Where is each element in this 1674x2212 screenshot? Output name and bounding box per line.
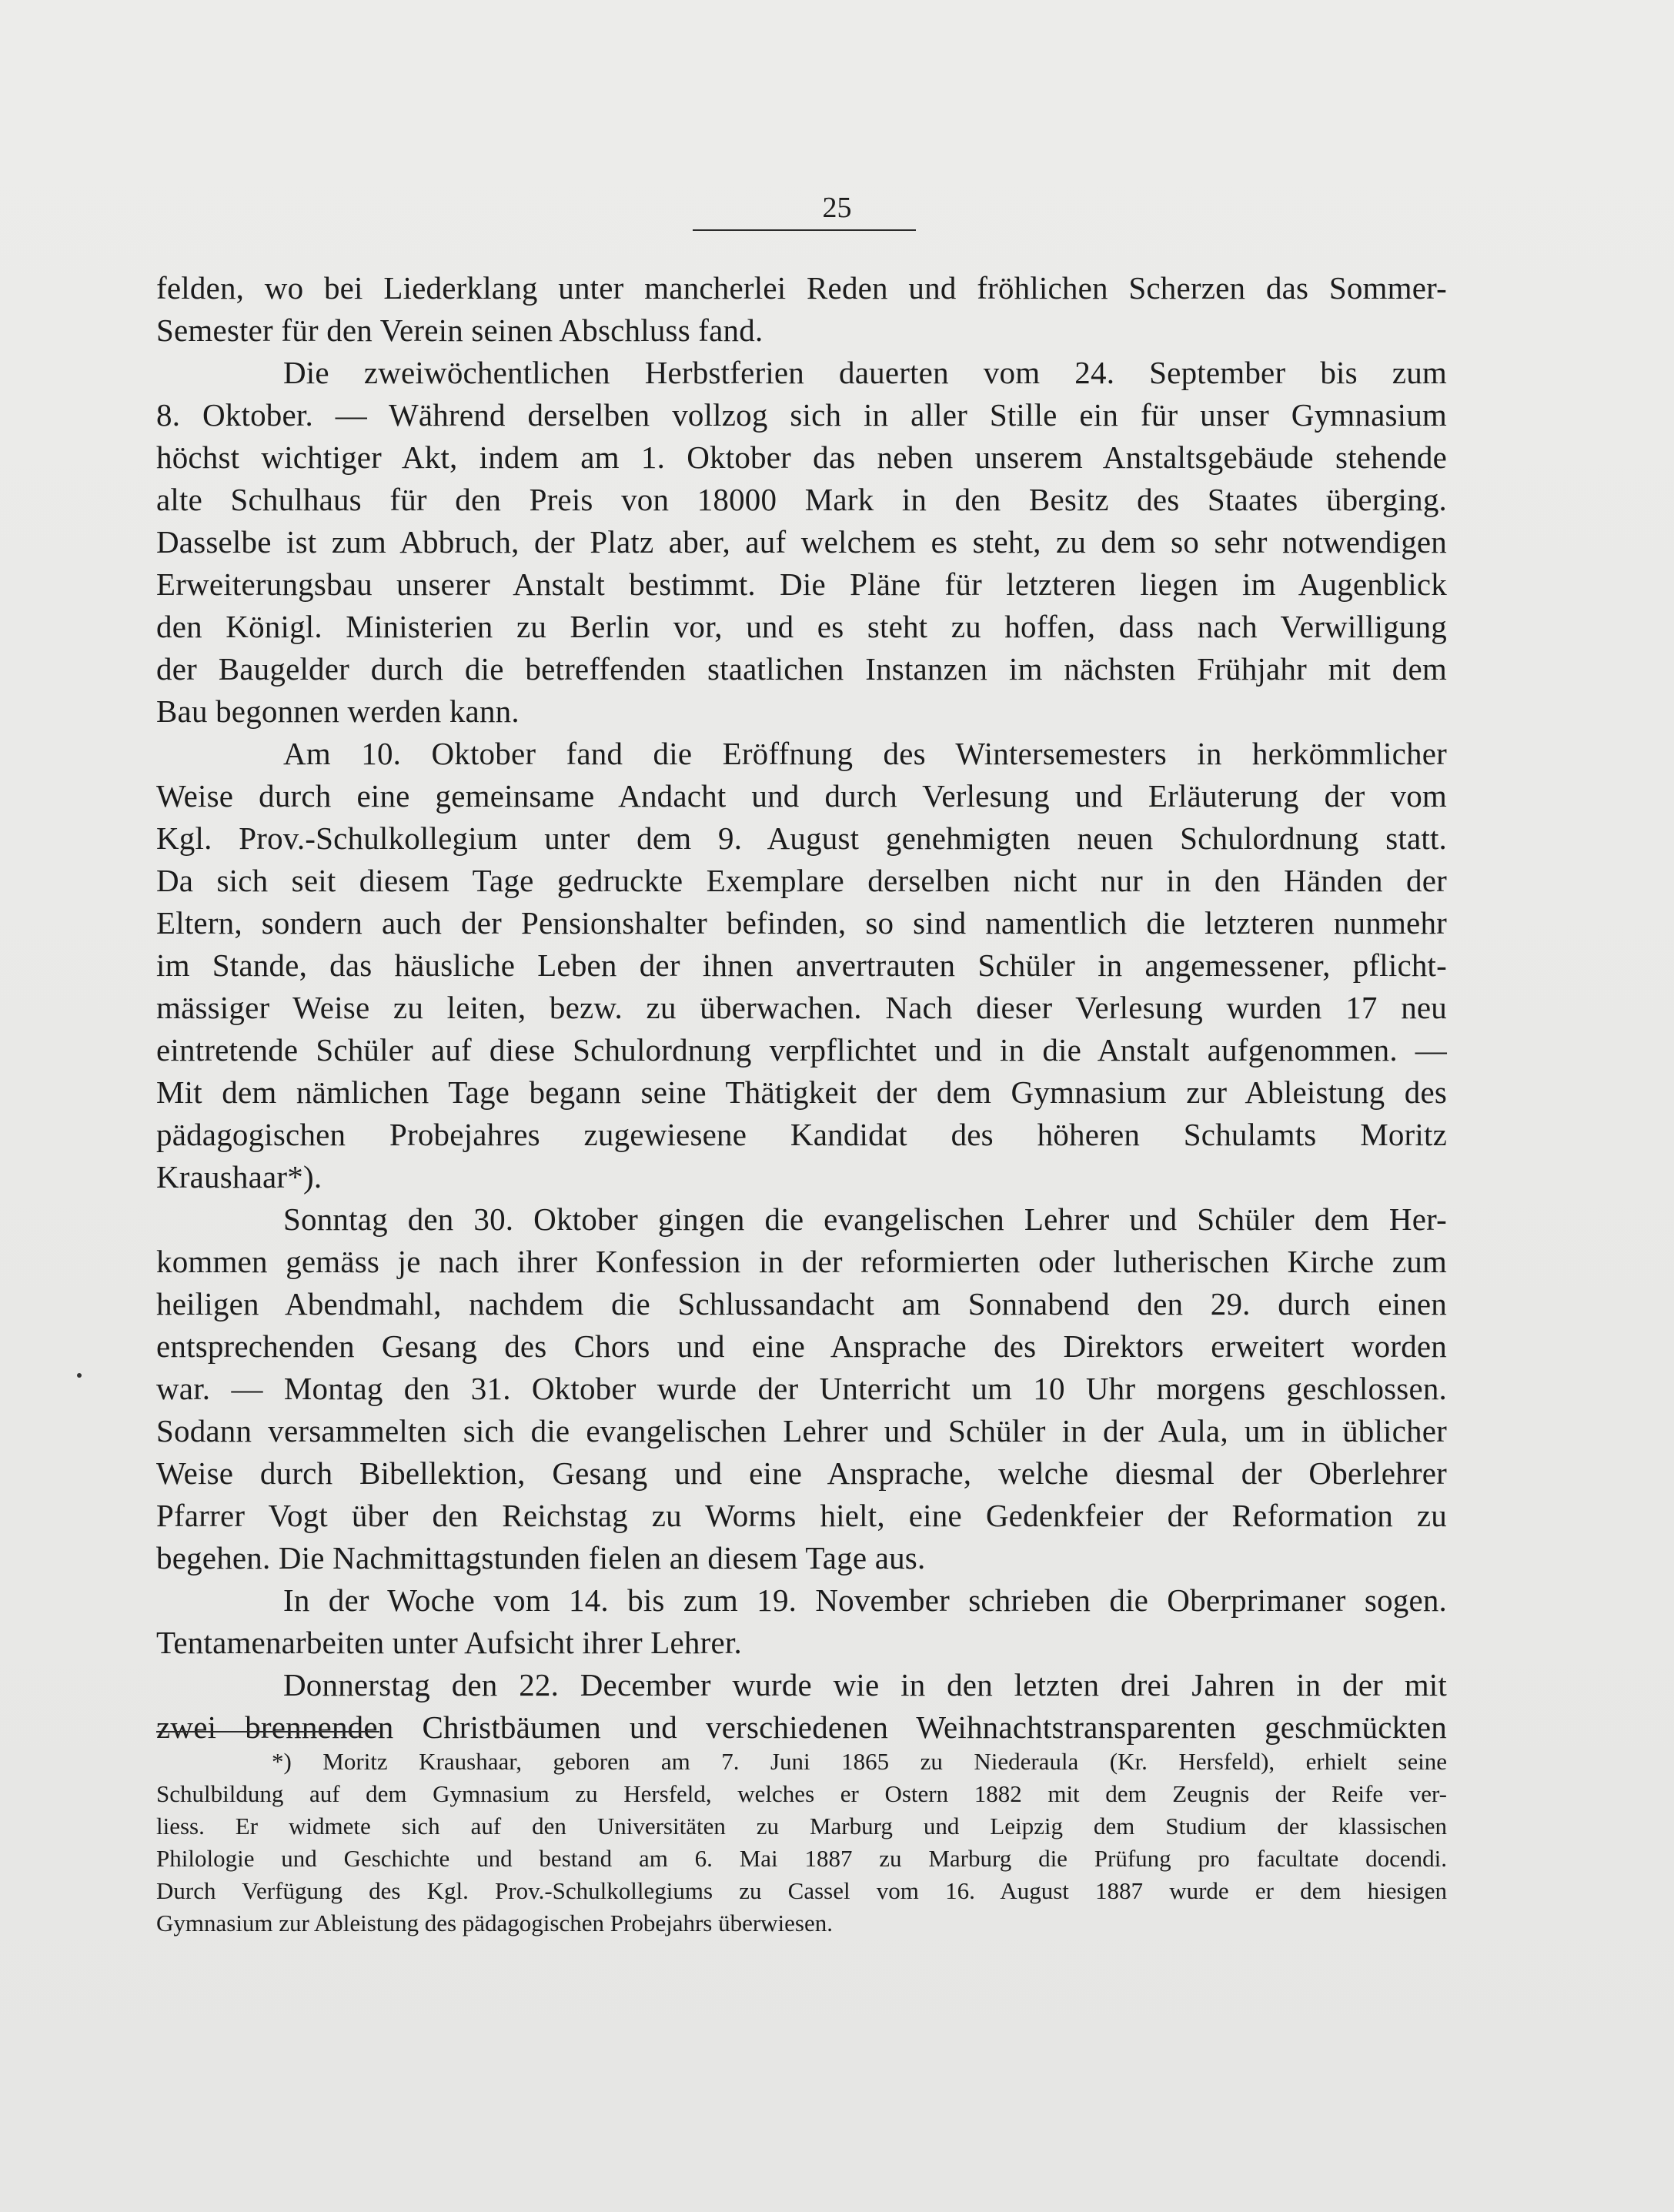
- text-line: den Königl. Ministerien zu Berlin vor, und es steht zu hoffen, dass nach Verwilligung: [156, 609, 1447, 644]
- text-line: der Baugelder durch die betreffenden staatlichen Instanzen im nächsten Frühjahr mit dem: [156, 651, 1447, 687]
- text-line: Semester für den Verein seinen Abschluss fand.: [156, 312, 763, 348]
- text-line: Die zweiwöchentlichen Herbstferien dauerten vom 24. September bis zum: [283, 355, 1447, 390]
- footnote-line: Philologie und Geschichte und bestand am 6. Mai 1887 zu Marburg die Prüfung pro facultate docendi.: [156, 1845, 1447, 1872]
- text-line: Am 10. Oktober fand die Eröffnung des Wintersemesters in herkömmlicher: [283, 736, 1447, 771]
- text-line: war. — Montag den 31. Oktober wurde der Unterricht um 10 Uhr morgens geschlossen.: [156, 1371, 1447, 1406]
- text-line: pädagogischen Probejahres zugewiesene Kandidat des höheren Schulamts Moritz: [156, 1117, 1447, 1152]
- body-text: [156, 267, 1447, 1749]
- text-line: kommen gemäss je nach ihrer Konfession in der reformierten oder lutherischen Kirche zum: [156, 1244, 1447, 1279]
- text-line: Mit dem nämlichen Tage begann seine Thätigkeit der dem Gymnasium zur Ableistung des: [156, 1074, 1447, 1110]
- footnote-line: liess. Er widmete sich auf den Universitäten zu Marburg und Leipzig dem Studium der klassischen: [156, 1813, 1447, 1839]
- footnote-line: Gymnasium zur Ableistung des pädagogischen Probejahrs überwiesen.: [156, 1910, 834, 1936]
- footnote-line: Schulbildung auf dem Gymnasium zu Hersfeld, welches er Ostern 1882 mit dem Zeugnis der Reife ver-: [156, 1780, 1447, 1807]
- text-line: Sonntag den 30. Oktober gingen die evangelischen Lehrer und Schüler dem Her-: [283, 1201, 1447, 1237]
- footnotes: [156, 1746, 1447, 1940]
- text-line: Pfarrer Vogt über den Reichstag zu Worms hielt, eine Gedenkfeier der Reformation zu: [156, 1498, 1447, 1533]
- footnote-rule: [156, 1731, 379, 1733]
- text-line: Tentamenarbeiten unter Aufsicht ihrer Lehrer.: [156, 1625, 742, 1660]
- footnote-line: Durch Verfügung des Kgl. Prov.-Schulkollegiums zu Cassel vom 16. August 1887 wurde er dem hiesigen: [156, 1877, 1447, 1904]
- text-line: Sodann versammelten sich die evangelischen Lehrer und Schüler in der Aula, um in üblicher: [156, 1413, 1447, 1448]
- text-line: eintretende Schüler auf diese Schulordnung verpflichtet und in die Anstalt aufgenommen. —: [156, 1032, 1447, 1068]
- text-line: heiligen Abendmahl, nachdem die Schlussandacht am Sonnabend den 29. durch einen: [156, 1286, 1447, 1322]
- text-line: Erweiterungsbau unserer Anstalt bestimmt. Die Pläne für letzteren liegen im Augenblick: [156, 566, 1447, 602]
- text-line: Weise durch Bibellektion, Gesang und eine Ansprache, welche diesmal der Oberlehrer: [156, 1455, 1447, 1491]
- text-line: Dasselbe ist zum Abbruch, der Platz aber, auf welchem es steht, zu dem so sehr notwendigen: [156, 524, 1447, 560]
- text-line: 8. Oktober. — Während derselben vollzog sich in aller Stille ein für unser Gymnasium: [156, 397, 1447, 433]
- text-line: alte Schulhaus für den Preis von 18000 Mark in den Besitz des Staates überging.: [156, 482, 1447, 517]
- text-line: Eltern, sondern auch der Pensionshalter befinden, so sind namentlich die letzteren nunmehr: [156, 905, 1447, 941]
- text-line: mässiger Weise zu leiten, bezw. zu überwachen. Nach dieser Verlesung wurden 17 neu: [156, 990, 1447, 1025]
- margin-mark: [77, 1373, 82, 1378]
- header-rule: [693, 229, 916, 231]
- page-number: 25: [822, 192, 852, 224]
- text-line: Kraushaar*).: [156, 1159, 322, 1195]
- text-line: begehen. Die Nachmittagstunden fielen an diesem Tage aus.: [156, 1540, 926, 1575]
- text-line: Kgl. Prov.-Schulkollegium unter dem 9. August genehmigten neuen Schulordnung statt.: [156, 820, 1447, 856]
- text-line: im Stande, das häusliche Leben der ihnen anvertrauten Schüler in angemessener, pflicht-: [156, 947, 1447, 983]
- text-line: Da sich seit diesem Tage gedruckte Exemplare derselben nicht nur in den Händen der: [156, 863, 1447, 898]
- text-line: höchst wichtiger Akt, indem am 1. Oktober das neben unserem Anstaltsgebäude stehende: [156, 439, 1447, 475]
- text-line: In der Woche vom 14. bis zum 19. November schrieben die Oberprimaner sogen.: [283, 1582, 1447, 1618]
- text-line: zwei brennenden Christbäumen und verschiedenen Weihnachtstransparenten geschmückten: [156, 1709, 1447, 1745]
- text-line: felden, wo bei Liederklang unter mancherlei Reden und fröhlichen Scherzen das Sommer-: [156, 270, 1447, 306]
- text-line: Donnerstag den 22. December wurde wie in den letzten drei Jahren in der mit: [283, 1667, 1447, 1702]
- footnote-line: *) Moritz Kraushaar, geboren am 7. Juni 1865 zu Niederaula (Kr. Hersfeld), erhielt seine: [272, 1748, 1447, 1775]
- text-line: Bau begonnen werden kann.: [156, 693, 520, 729]
- text-line: entsprechenden Gesang des Chors und eine Ansprache des Direktors erweitert worden: [156, 1328, 1447, 1364]
- text-line: Weise durch eine gemeinsame Andacht und durch Verlesung und Erläuterung der vom: [156, 778, 1447, 814]
